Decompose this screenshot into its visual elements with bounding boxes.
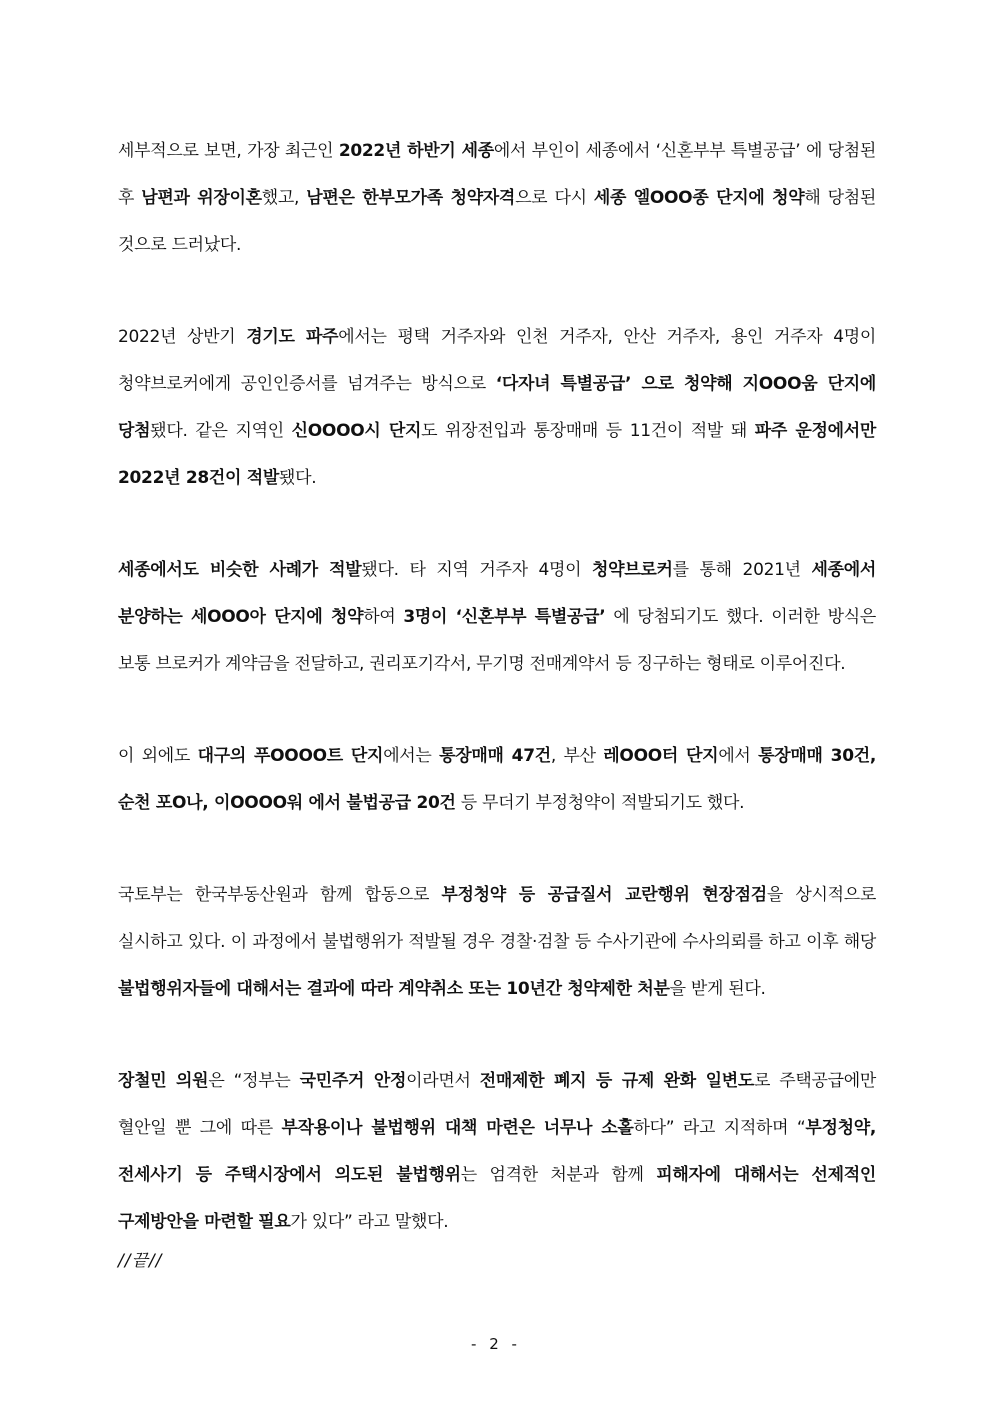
emphasized-text: 세종 엘OOO종 단지에 청약 — [593, 188, 805, 208]
emphasized-text: 청약브로커 — [592, 560, 673, 580]
emphasized-text: 남편은 한부모가족 청약자격 — [306, 188, 516, 208]
emphasized-text: 2022년 하반기 세종 — [338, 141, 494, 161]
body-text: 에서 — [718, 746, 759, 766]
body-text: 됐다. 같은 지역인 — [150, 421, 292, 441]
body-text: 이라면서 — [406, 1071, 480, 1091]
body-text: 해 당첨된 것으로 드러났다. — [118, 188, 877, 255]
emphasized-text: 장철민 의원 — [118, 1071, 209, 1091]
emphasized-text: 통장매매 30건, 순천 포O나, 이OOOO워 에서 불법공급 20건 — [118, 746, 876, 813]
emphasized-text: 부정청약 등 공급질서 교란행위 현장점검 — [441, 885, 767, 905]
body-text: 에서는 — [383, 746, 440, 766]
body-text: 를 통해 2021년 — [672, 560, 812, 580]
document-body — [118, 128, 876, 1276]
body-text: 도 위장전입과 통장매매 등 11건이 적발 돼 — [421, 421, 755, 441]
emphasized-text: 경기도 파주 — [246, 327, 339, 347]
end-mark: //끝// — [118, 1251, 163, 1271]
body-text: 등 무더기 부정청약이 적발되기도 했다. — [455, 793, 745, 813]
body-text: 국토부는 한국부동산원과 함께 합동으로 — [118, 885, 442, 905]
body-text: 는 엄격한 처분과 함께 — [460, 1165, 657, 1185]
emphasized-text: 세종에서도 비슷한 사례가 적발 — [118, 560, 362, 580]
emphasized-text: 파주 운정에서만 2022년 28건이 적발 — [118, 421, 876, 488]
emphasized-text: 부정청약, 전세사기 등 주택시장에서 의도된 불법행위 — [118, 1118, 876, 1185]
emphasized-text: 통장매매 47건 — [439, 746, 551, 766]
emphasized-text: 전매제한 폐지 등 규제 완화 일변도 — [479, 1071, 754, 1091]
body-text: 하여 — [363, 607, 404, 627]
paragraph — [118, 1058, 876, 1246]
body-text: , 부산 — [550, 746, 604, 766]
paragraph-list — [118, 128, 876, 1246]
body-text: 을 상시적으로 실시하고 있다. 이 과정에서 불법행위가 적발될 경우 경찰·검찰 등 수사기관에 수사의뢰를 하고 이후 해당 — [118, 885, 876, 952]
paragraph — [118, 314, 876, 502]
page-number: - 2 - — [471, 1335, 521, 1353]
body-text: 세부적으로 보면, 가장 최근인 — [118, 141, 339, 161]
body-text: 은 “정부는 — [208, 1071, 300, 1091]
body-text: 이 외에도 — [118, 746, 198, 766]
body-text: 에 당첨되기도 했다. 이러한 방식은 보통 브로커가 계약금을 전달하고, 권리포기각서, 무기명 전매계약서 등 징구하는 형태로 이루어진다. — [118, 607, 876, 674]
body-text: 로 주택공급에만 혈안일 뿐 그에 따른 — [118, 1071, 877, 1138]
body-text: 가 있다” 라고 말했다. — [290, 1212, 449, 1232]
body-text: 으로 다시 — [515, 188, 594, 208]
body-text: 에서는 평택 거주자와 인천 거주자, 안산 거주자, 용인 거주자 4명이 청약브로커에게 공인인증서를 넘겨주는 방식으로 — [118, 327, 876, 394]
body-text: 됐다. — [279, 468, 317, 488]
emphasized-text: 부작용이나 불법행위 대책 마련은 너무나 소홀 — [281, 1118, 634, 1138]
emphasized-text: 레OOO터 단지 — [603, 746, 719, 766]
emphasized-text: 불법행위자들에 대해서는 결과에 따라 계약취소 또는 10년간 청약제한 처분 — [118, 979, 670, 999]
body-text: 에서 부인이 세종에서 ‘신혼부부 특별공급’ 에 당첨된 후 — [118, 141, 876, 208]
emphasized-text: 남편과 위장이혼 — [141, 188, 262, 208]
body-text: 했고, — [261, 188, 307, 208]
emphasized-text: 국민주거 안정 — [299, 1071, 407, 1091]
emphasized-text: ‘다자녀 특별공급’ 으로 청약해 지OOO움 단지에 당첨 — [118, 374, 877, 441]
emphasized-text: 세종에서 분양하는 세OOO아 단지에 청약 — [118, 560, 876, 627]
emphasized-text: 3명이 ‘신혼부부 특별공급’ — [403, 607, 606, 627]
emphasized-text: 신OOOO시 단지 — [291, 421, 422, 441]
body-text: 을 받게 된다. — [669, 979, 766, 999]
paragraph — [118, 547, 876, 688]
emphasized-text: 대구의 푸OOOO트 단지 — [197, 746, 384, 766]
emphasized-text: 피해자에 대해서는 선제적인 구제방안을 마련할 필요 — [118, 1165, 877, 1232]
paragraph — [118, 872, 876, 1013]
body-text: 하다” 라고 지적하며 “ — [633, 1118, 806, 1138]
paragraph — [118, 128, 876, 269]
body-text: 됐다. 타 지역 거주자 4명이 — [361, 560, 593, 580]
body-text: 2022년 상반기 — [118, 327, 247, 347]
paragraph — [118, 733, 876, 827]
